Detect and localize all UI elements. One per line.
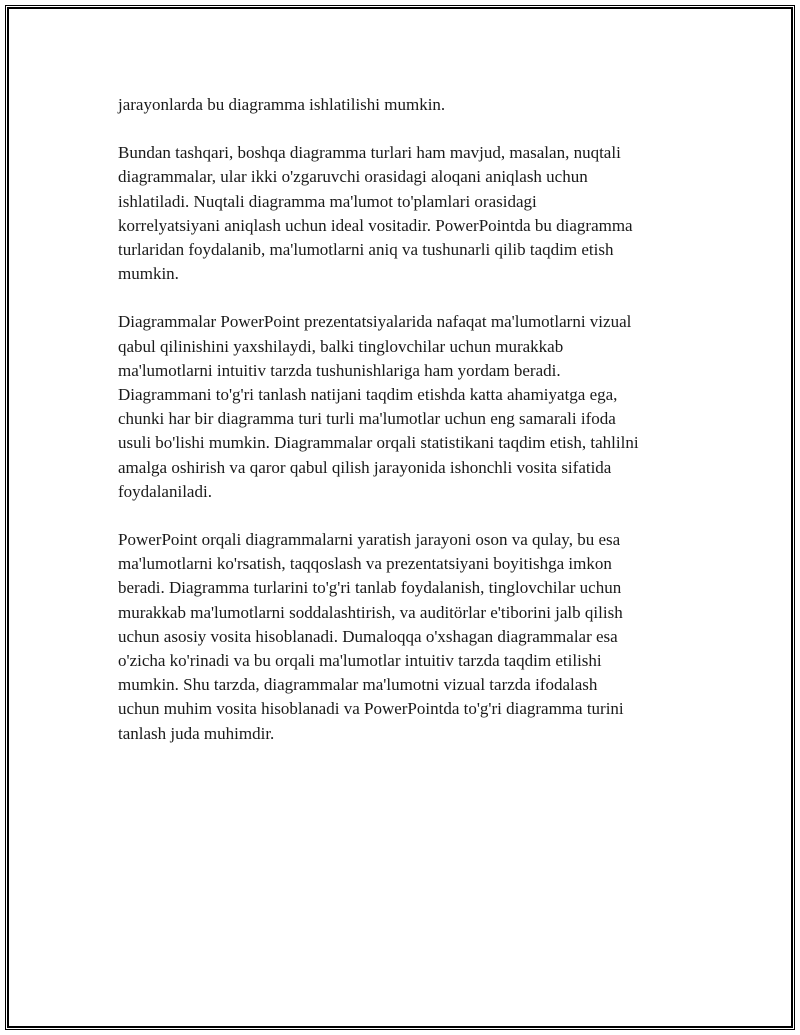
text-line: jarayonlarda bu diagramma ishlatilishi mumkin.	[118, 95, 446, 114]
text-line: Bundan tashqari, boshqa diagramma turlari ham mavjud, masalan, nuqtali	[118, 143, 621, 163]
paragraph-3	[118, 310, 698, 504]
text-line: korrelyatsiyani aniqlash uchun ideal vositadir. PowerPointda bu diagramma	[118, 215, 633, 235]
paragraph-1	[118, 93, 698, 117]
text-line: Diagrammalar PowerPoint prezentatsiyalarida nafaqat ma'lumotlarni vizual	[118, 312, 632, 332]
text-line: ma'lumotlarni intuitiv tarzda tushunishlariga ham yordam beradi.	[118, 360, 561, 380]
text-line: murakkab ma'lumotlarni soddalashtirish, va auditörlar e'tiborini jalb qilish	[118, 602, 623, 622]
text-line: qabul qilinishini yaxshilaydi, balki tinglovchilar uchun murakkab	[118, 336, 564, 356]
paragraph-2	[118, 141, 698, 286]
text-line: chunki har bir diagramma turi turli ma'lumotlar uchun eng samarali ifoda	[118, 409, 616, 429]
text-line: amalga oshirish va qaror qabul qilish jarayonida ishonchli vosita sifatida	[118, 457, 612, 477]
text-line: uchun asosiy vosita hisoblanadi. Dumaloqqa o'xshagan diagrammalar esa	[118, 626, 618, 646]
text-line: ma'lumotlarni ko'rsatish, taqqoslash va prezentatsiyani boyitishga imkon	[118, 554, 612, 574]
text-line: turlaridan foydalanib, ma'lumotlarni aniq va tushunarli qilib taqdim etish	[118, 240, 614, 260]
text-line: beradi. Diagramma turlarini to'g'ri tanlab foydalanish, tinglovchilar uchun	[118, 578, 622, 598]
text-line: usuli bo'lishi mumkin. Diagrammalar orqali statistikani taqdim etish, tahlilni	[118, 433, 639, 453]
text-line: mumkin. Shu tarzda, diagrammalar ma'lumotni vizual tarzda ifodalash	[118, 675, 598, 695]
text-line: PowerPoint orqali diagrammalarni yaratish jarayoni oson va qulay, bu esa	[118, 530, 621, 550]
text-line: ishlatiladi. Nuqtali diagramma ma'lumot to'plamlari orasidagi	[118, 191, 537, 211]
paragraph-4	[118, 528, 698, 746]
text-line: uchun muhim vosita hisoblanadi va PowerPointda to'g'ri diagramma turini	[118, 699, 624, 719]
text-line: mumkin.	[118, 264, 179, 284]
text-line: foydalaniladi.	[118, 481, 212, 501]
text-line: diagrammalar, ular ikki o'zgaruvchi orasidagi aloqani aniqlash uchun	[118, 167, 588, 187]
text-line: tanlash juda muhimdir.	[118, 723, 275, 743]
text-line: o'zicha ko'rinadi va bu orqali ma'lumotlar intuitiv tarzda taqdim etilishi	[118, 651, 602, 671]
document-body	[118, 93, 698, 770]
text-line: Diagrammani to'g'ri tanlash natijani taqdim etishda katta ahamiyatga ega,	[118, 385, 618, 405]
